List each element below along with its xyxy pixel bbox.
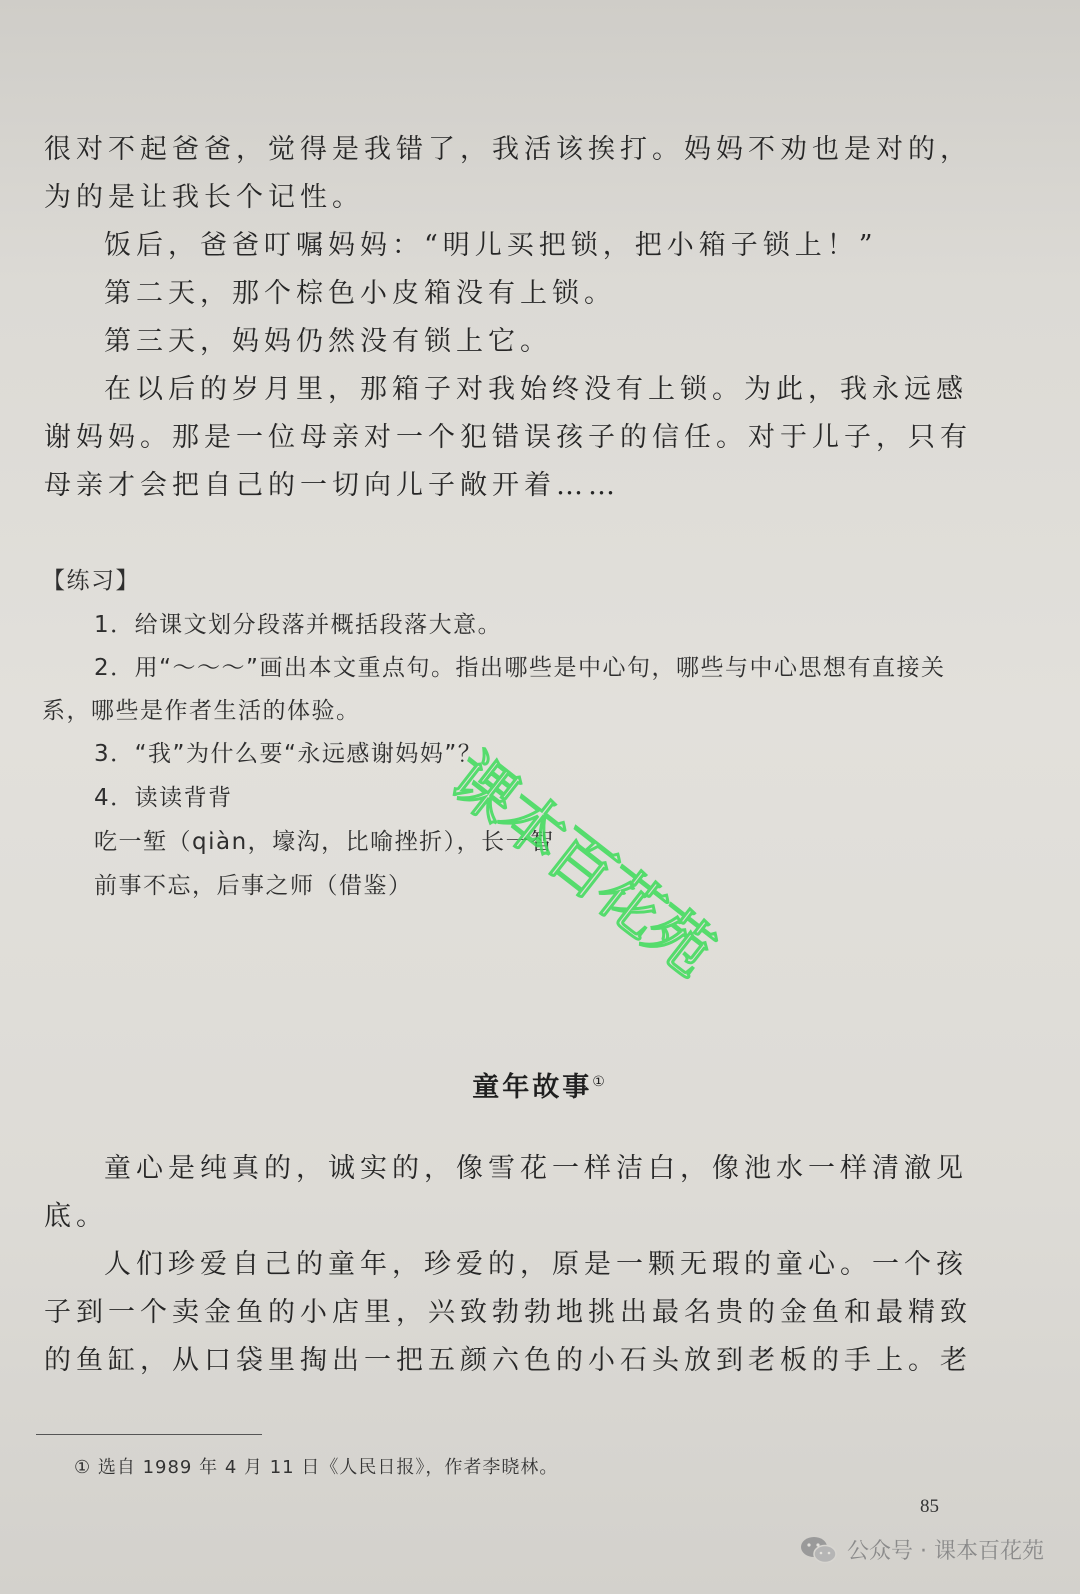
exercise-heading: 【练习】: [42, 568, 140, 594]
story-paragraph: 在以后的岁月里，那箱子对我始终没有上锁。为此，我永远感谢妈妈。那是一位母亲对一个犯错误孩子的信任。对于儿子，只有母亲才会把自己的一切向儿子敞开着……: [44, 374, 972, 501]
page-number: 85: [920, 1496, 939, 1517]
watermark-char: 本: [484, 778, 581, 876]
watermark-char: 百: [533, 816, 630, 915]
watermark-char: 花: [581, 854, 678, 953]
brand-text: 公众号 · 课本百花苑: [847, 1539, 1044, 1564]
recite-line: 前事不忘，后事之师（借鉴）: [94, 873, 413, 899]
watermark-char: 课: [435, 740, 532, 838]
footnote-divider: [36, 1434, 262, 1435]
brand-watermark: [799, 1534, 1044, 1565]
story-paragraph: 很对不起爸爸，觉得是我错了，我活该挨打。妈妈不劝也是对的，为的是让我长个记性。: [44, 134, 972, 213]
exercise-item: 2．用“～～～”画出本文重点句。指出哪些是中心句，哪些与中心思想有直接关系，哪些是作者生活的体验。: [42, 655, 946, 724]
footnote-marker: ①: [592, 1074, 608, 1090]
lesson-title-text: 童年故事: [472, 1072, 593, 1103]
story-paragraph: 第三天，妈妈仍然没有锁上它。: [104, 326, 552, 357]
exercise-item: 4．读读背背: [94, 785, 233, 811]
story-paragraph: 饭后，爸爸叮嘱妈妈：“明儿买把锁，把小箱子锁上！”: [104, 230, 878, 261]
lesson-paragraph: 人们珍爱自己的童年，珍爱的，原是一颗无瑕的童心。一个孩子到一个卖金鱼的小店里，兴致勃勃地挑出最名贵的金鱼和最精致的鱼缸，从口袋里掏出一把五颜六色的小石头放到老板的手上。老: [44, 1249, 972, 1376]
lesson-title: [0, 1065, 1080, 1104]
wechat-icon: [799, 1535, 839, 1565]
watermark-char: 苑: [630, 892, 727, 991]
lesson-paragraph: 童心是纯真的，诚实的，像雪花一样洁白，像池水一样清澈见底。: [44, 1153, 968, 1232]
recite-line: 吃一堑（qiàn，壕沟，比喻挫折），长一智: [94, 829, 555, 855]
exercise-item: 3．“我”为什么要“永远感谢妈妈”？: [94, 741, 483, 767]
story-paragraph: 第二天，那个棕色小皮箱没有上锁。: [104, 278, 616, 309]
exercise-item: 1．给课文划分段落并概括段落大意。: [94, 612, 503, 638]
footnote: ① 选自 1989 年 4 月 11 日《人民日报》，作者李晓林。: [74, 1457, 559, 1478]
